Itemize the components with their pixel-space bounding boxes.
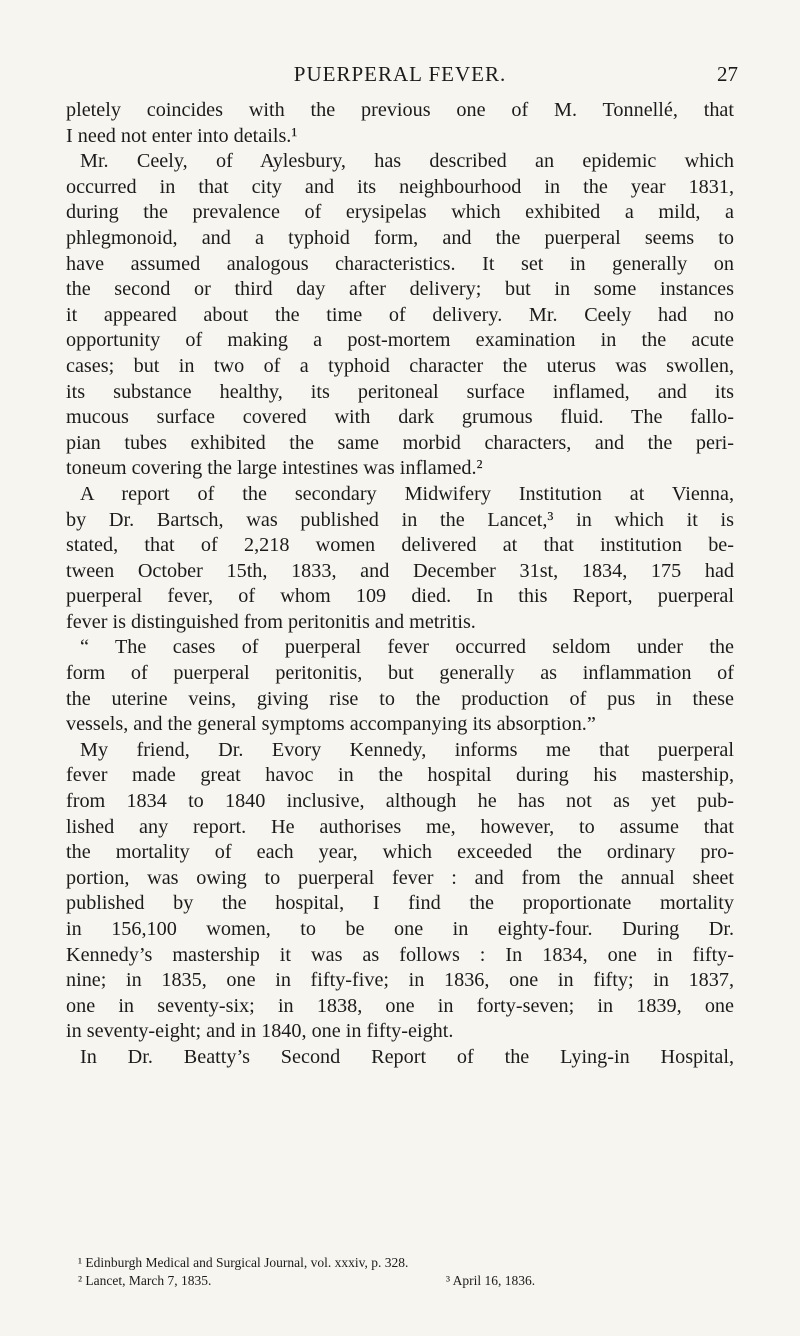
text-line: portion, was owing to puerperal fever : and from the annual sheet <box>66 866 734 889</box>
text-line: the second or third day after delivery; but in some instances <box>66 278 734 301</box>
text-line: during the prevalence of erysipelas which exhibited a mild, a <box>66 201 734 224</box>
text-line: by Dr. Bartsch, was published in the Lancet,³ in which it is <box>66 508 734 531</box>
text-line: occurred in that city and its neighbourhood in the year 1831, <box>66 175 734 198</box>
text-line: In Dr. Beatty’s Second Report of the Lying-in Hospital, <box>80 1045 734 1068</box>
running-title: PUERPERAL FEVER. <box>293 62 507 86</box>
text-line: I need not enter into details.¹ <box>66 124 298 147</box>
text-line: the mortality of each year, which exceeded the ordinary pro- <box>66 841 734 864</box>
text-line: its substance healthy, its peritoneal surface inflamed, and its <box>66 380 734 403</box>
page-number: 27 <box>717 62 738 86</box>
text-line: in 156,100 women, to be one in eighty-four. During Dr. <box>66 918 734 940</box>
text-line: phlegmonoid, and a typhoid form, and the puerperal seems to <box>66 226 734 249</box>
running-head <box>0 62 800 86</box>
text-line: nine; in 1835, one in fifty-five; in 1836, one in fifty; in 1837, <box>66 969 734 992</box>
text-line: pian tubes exhibited the same morbid characters, and the peri- <box>66 431 734 454</box>
footnote-row <box>66 1254 734 1272</box>
footnote-row <box>66 1272 734 1290</box>
text-line: Kennedy’s mastership it was as follows : In 1834, one in fifty- <box>66 943 734 966</box>
text-line: it appeared about the time of delivery. Mr. Ceely had no <box>66 303 734 326</box>
text-line: tween October 15th, 1833, and December 31st, 1834, 175 had <box>66 559 734 582</box>
text-line: one in seventy-six; in 1838, one in forty-seven; in 1839, one <box>66 994 734 1017</box>
footnote-1: ¹ Edinburgh Medical and Surgical Journal, vol. xxxiv, p. 328. <box>78 1255 409 1270</box>
text-line: from 1834 to 1840 inclusive, although he has not as yet pub- <box>66 790 734 813</box>
text-line: vessels, and the general symptoms accompanying its absorption.” <box>66 713 596 736</box>
text-line: form of puerperal peritonitis, but generally as inflammation of <box>66 662 734 685</box>
text-line: puerperal fever, of whom 109 died. In this Report, puerperal <box>66 585 734 608</box>
text-line: have assumed analogous characteristics. It set in generally on <box>66 252 734 275</box>
text-line: A report of the secondary Midwifery Institution at Vienna, <box>80 482 734 505</box>
text-line: “ The cases of puerperal fever occurred seldom under the <box>80 636 734 659</box>
text-line: My friend, Dr. Evory Kennedy, informs me that puerperal <box>80 738 734 761</box>
footnote-3: ³ April 16, 1836. <box>446 1273 536 1288</box>
text-line: the uterine veins, giving rise to the production of pus in these <box>66 687 734 710</box>
text-line: lished any report. He authorises me, however, to assume that <box>66 815 734 838</box>
text-line: opportunity of making a post-mortem examination in the acute <box>66 329 734 352</box>
text-line: published by the hospital, I find the proportionate mortality <box>66 892 734 915</box>
text-line: cases; but in two of a typhoid character the uterus was swollen, <box>66 354 734 377</box>
text-line: stated, that of 2,218 women delivered at that institution be- <box>66 534 734 557</box>
body-text <box>66 98 734 1071</box>
text-line: Mr. Ceely, of Aylesbury, has described an epidemic which <box>80 150 734 173</box>
text-line: pletely coincides with the previous one of M. Tonnellé, that <box>66 99 734 121</box>
text-line: fever is distinguished from peritonitis and metritis. <box>66 610 476 633</box>
footnotes <box>66 1254 734 1290</box>
footnote-2: ² Lancet, March 7, 1835. <box>78 1273 212 1288</box>
text-line: toneum covering the large intestines was inflamed.² <box>66 457 483 480</box>
text-line: in seventy-eight; and in 1840, one in fifty-eight. <box>66 1020 454 1043</box>
text-line: mucous surface covered with dark grumous fluid. The fallo- <box>66 406 734 429</box>
text-line: fever made great havoc in the hospital during his mastership, <box>66 764 734 787</box>
